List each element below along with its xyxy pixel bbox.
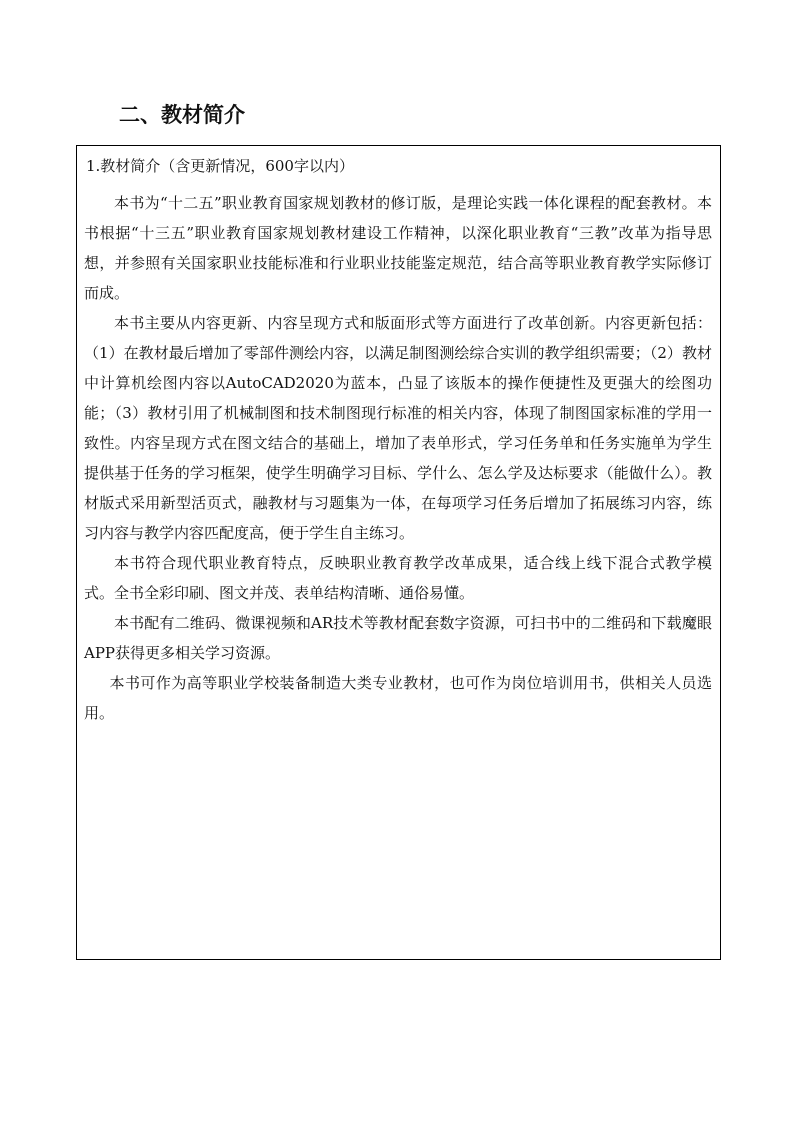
paragraph-reform-innovation: 本书主要从内容更新、内容呈现方式和版面形式等方面进行了改革创新。内容更新包括：（1）在教材最后增加了零部件测绘内容，以满足制图测绘综合实训的教学组织需要；（2）教材中计算机绘图内容以AutoCAD2020为蓝本，凸显了该版本的操作便捷性及更强大的绘图功能；（3）教材引用了机械制图和技术制图现行标准的相关内容，体现了制图国家标准的学用一致性。内容呈现方式在图文结合的基础上，增加了表单形式，学习任务单和任务实施单为学生提供基于任务的学习框架，使学生明确学习目标、学什么、怎么学及达标要求（能做什么）。教材版式采用新型活页式，融教材与习题集为一体，在每项学习任务后增加了拓展练习内容，练习内容与教学内容匹配度高，便于学生自主练习。 xyxy=(84,314,712,542)
box-title: 1.教材简介（含更新情况，600字以内） xyxy=(86,157,354,175)
paragraph-revision-basis: 本书为“十二五”职业教育国家规划教材的修订版，是理论实践一体化课程的配套教材。本书根据“十三五”职业教育国家规划教材建设工作精神，以深化职业教育“三教”改革为指导思想，并参照有关国家职业技能标准和行业职业技能鉴定规范，结合高等职业教育教学实际修订而成。 xyxy=(84,194,712,302)
section-heading: 二、教材简介 xyxy=(119,103,245,127)
paragraph-intended-use: 本书可作为高等职业学校装备制造大类专业教材，也可作为岗位培训用书，供相关人员选用。 xyxy=(84,674,712,722)
box-body xyxy=(84,188,712,728)
paragraph-digital-resources: 本书配有二维码、微课视频和AR技术等教材配套数字资源，可扫书中的二维码和下载魔眼APP获得更多相关学习资源。 xyxy=(84,614,712,662)
paragraph-features: 本书符合现代职业教育特点，反映职业教育教学改革成果，适合线上线下混合式教学模式。全书全彩印刷、图文并茂、表单结构清晰、通俗易懂。 xyxy=(84,554,712,602)
textbook-intro-box xyxy=(76,145,721,960)
